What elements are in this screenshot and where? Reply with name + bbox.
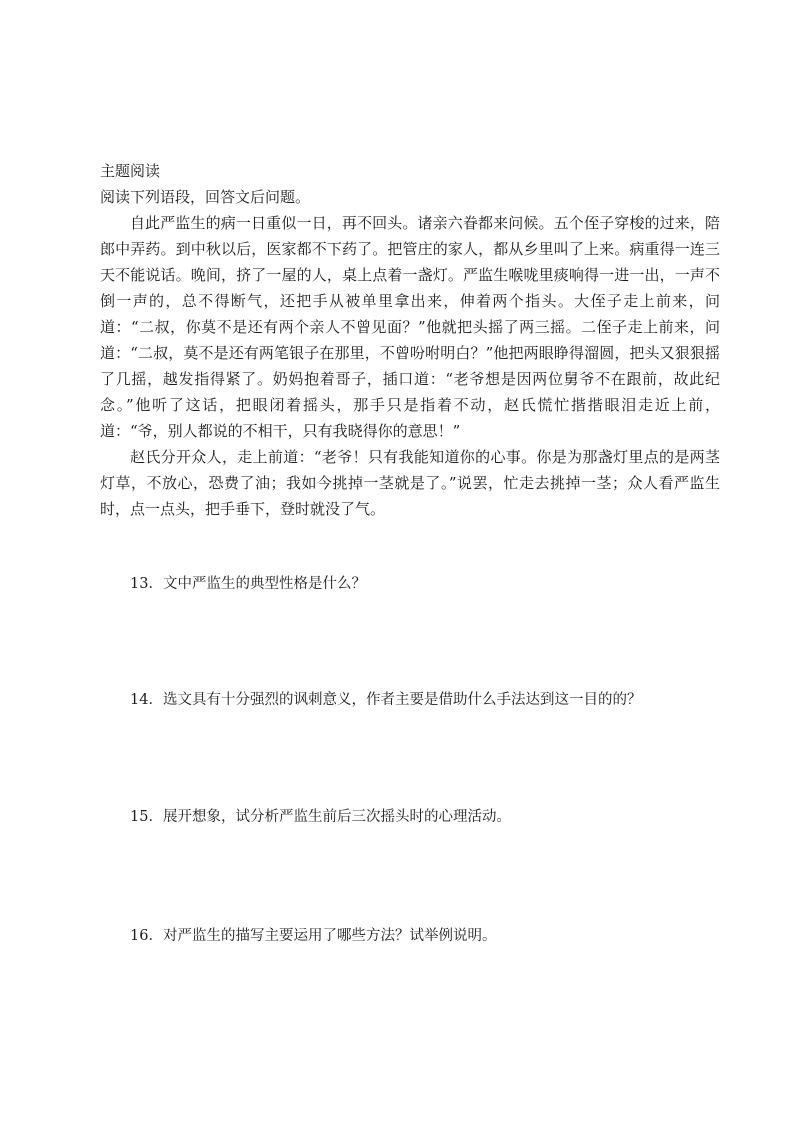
section-instruction: 阅读下列语段，回答文后问题。	[100, 188, 311, 206]
answer-space-16	[100, 952, 720, 1072]
question-13: 13．文中严监生的典型性格是什么？	[130, 576, 366, 592]
passage-paragraph-1: 自此严监生的病一日重似一日，再不回头。诸亲六眷都来问候。五个侄子穿梭的过来，陪郎中弄药。到中秋以后，医家都不下药了。把管庄的家人，都从乡里叫了上来。病重得一连三天不能说话。晚间，挤了一屋的人，桌上点着一盏灯。严监生喉咙里痰响得一进一出，一声不倒一声的，总不得断气，还把手从被单里拿出来，伸着两个指头。大侄子走上前来，问道：“二叔，你莫不是还有两个亲人不曾见面？”他就把头摇了两三摇。二侄子走上前来，问道：“二叔，莫不是还有两笔银子在那里，不曾吩咐明白？”他把两眼睁得溜圆，把头又狠狠摇了几摇，越发指得紧了。奶妈抱着哥子，插口道：“老爷想是因两位舅爷不在跟前，故此纪念。”他听了这话，把眼闭着摇头，那手只是指着不动，赵氏慌忙揩揩眼泪走近上前，道：“爷，别人都说的不相干，只有我晓得你的意思！”	[100, 214, 720, 440]
section-heading: 主题阅读	[100, 162, 161, 180]
answer-space-13	[100, 600, 720, 680]
question-16: 16．对严监生的描写主要运用了哪些方法？试举例说明。	[130, 928, 497, 944]
answer-space-14	[100, 716, 720, 796]
question-14: 14．选文具有十分强烈的讽刺意义，作者主要是借助什么手法达到这一目的的？	[130, 692, 642, 708]
answer-space-15	[100, 833, 720, 913]
reading-section	[100, 158, 720, 522]
question-15: 15．展开想象，试分析严监生前后三次摇头时的心理活动。	[130, 809, 511, 825]
passage-paragraph-2: 赵氏分开众人，走上前道：“老爷！只有我能知道你的心事。你是为那盏灯里点的是两茎灯草，不放心，恐费了油；我如今挑掉一茎就是了。”说罢，忙走去挑掉一茎；众人看严监生时，点一点头，把手垂下，登时就没了气。	[100, 448, 720, 518]
